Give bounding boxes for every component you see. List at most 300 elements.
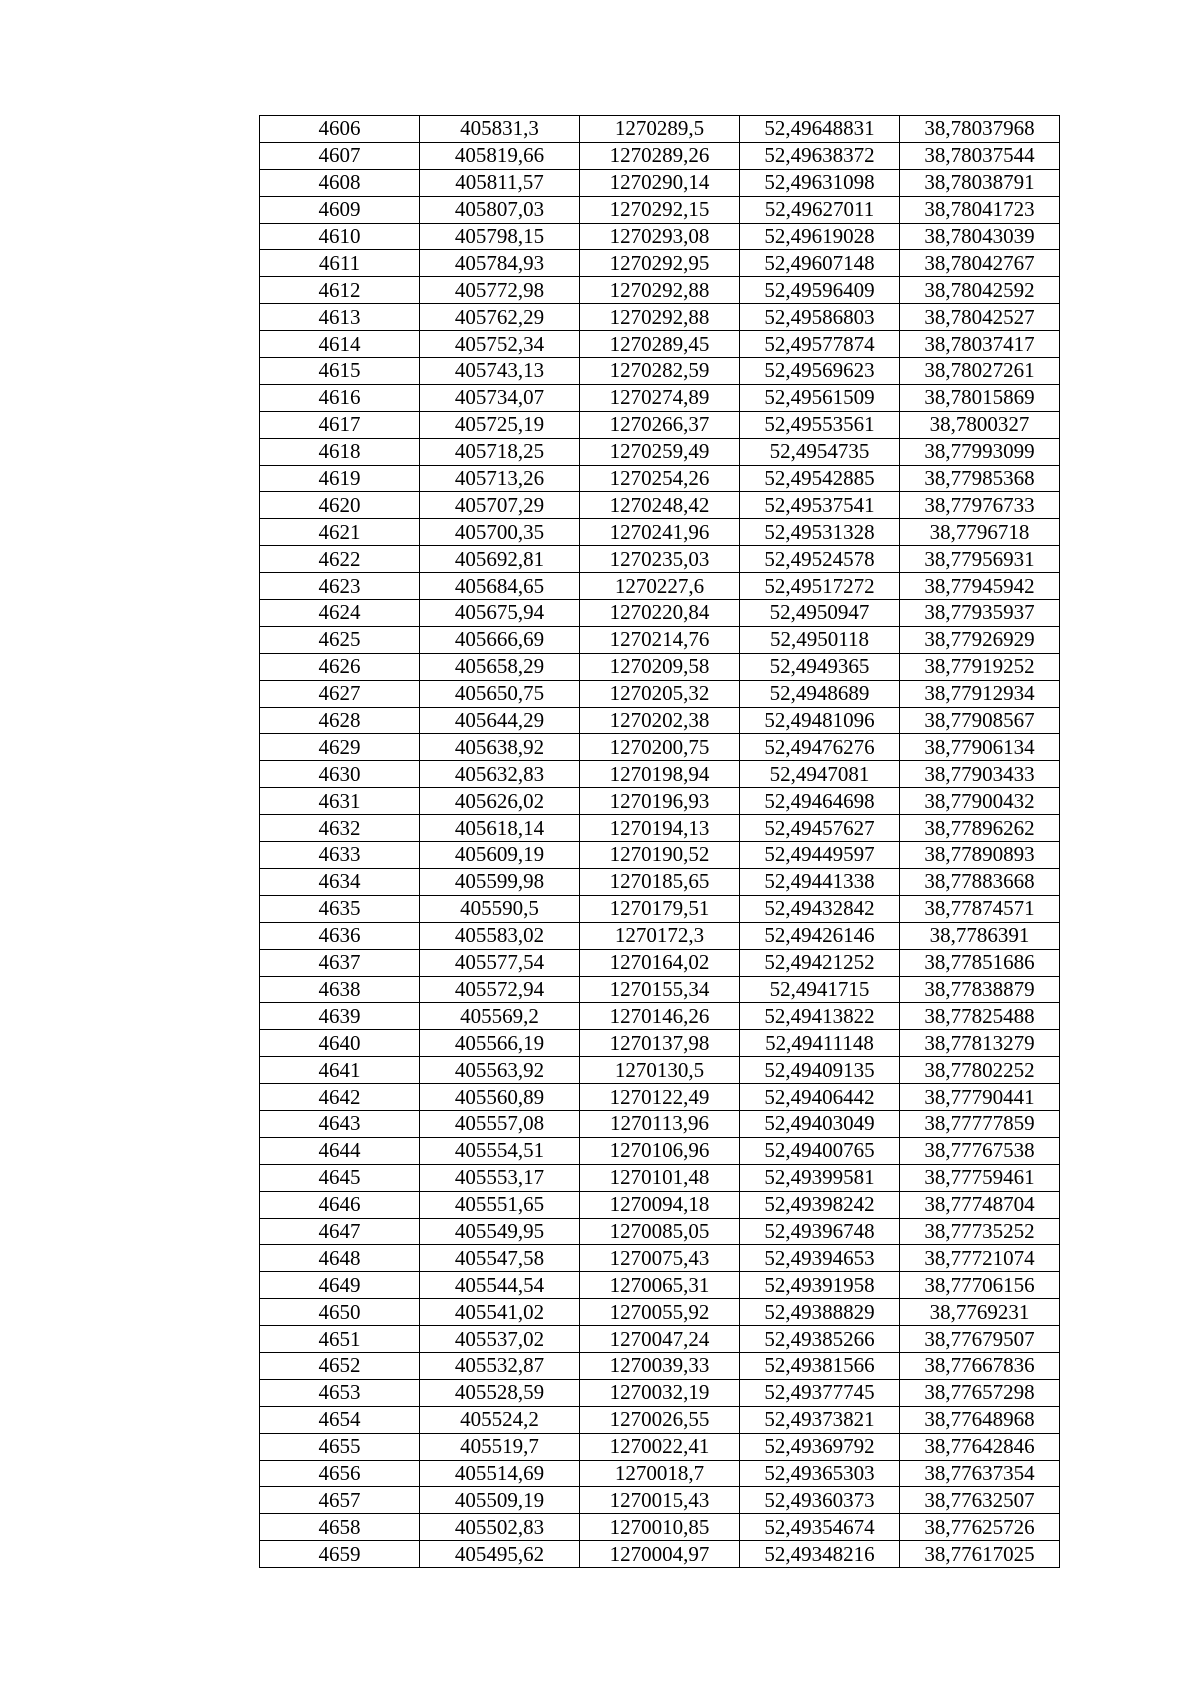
- y-coordinate-cell: 1270137,98: [580, 1030, 740, 1057]
- latitude-cell: 52,49348216: [740, 1541, 900, 1568]
- table-row: [260, 1352, 1060, 1379]
- table-row: [260, 1299, 1060, 1326]
- latitude-cell: 52,49398242: [740, 1191, 900, 1218]
- point-number-cell: 4619: [260, 465, 420, 492]
- latitude-cell: 52,49553561: [740, 411, 900, 438]
- y-coordinate-cell: 1270282,59: [580, 358, 740, 385]
- table-row: [260, 1137, 1060, 1164]
- latitude-cell: 52,49354674: [740, 1514, 900, 1541]
- x-coordinate-cell: 405632,83: [420, 761, 580, 788]
- longitude-cell: 38,77985368: [900, 465, 1060, 492]
- x-coordinate-cell: 405583,02: [420, 922, 580, 949]
- point-number-cell: 4658: [260, 1514, 420, 1541]
- latitude-cell: 52,49517272: [740, 573, 900, 600]
- longitude-cell: 38,7786391: [900, 922, 1060, 949]
- point-number-cell: 4625: [260, 626, 420, 653]
- latitude-cell: 52,49531328: [740, 519, 900, 546]
- latitude-cell: 52,49369792: [740, 1433, 900, 1460]
- longitude-cell: 38,78037417: [900, 331, 1060, 358]
- x-coordinate-cell: 405618,14: [420, 815, 580, 842]
- y-coordinate-cell: 1270235,03: [580, 546, 740, 573]
- x-coordinate-cell: 405798,15: [420, 223, 580, 250]
- longitude-cell: 38,77896262: [900, 815, 1060, 842]
- latitude-cell: 52,4950118: [740, 626, 900, 653]
- table-row: [260, 1487, 1060, 1514]
- table-row: [260, 1460, 1060, 1487]
- longitude-cell: 38,77919252: [900, 653, 1060, 680]
- y-coordinate-cell: 1270010,85: [580, 1514, 740, 1541]
- y-coordinate-cell: 1270289,45: [580, 331, 740, 358]
- point-number-cell: 4623: [260, 573, 420, 600]
- table-row: [260, 277, 1060, 304]
- latitude-cell: 52,49464698: [740, 788, 900, 815]
- x-coordinate-cell: 405563,92: [420, 1057, 580, 1084]
- longitude-cell: 38,77721074: [900, 1245, 1060, 1272]
- table-row: [260, 976, 1060, 1003]
- table-row: [260, 196, 1060, 223]
- point-number-cell: 4651: [260, 1326, 420, 1353]
- x-coordinate-cell: 405684,65: [420, 573, 580, 600]
- table-row: [260, 1245, 1060, 1272]
- longitude-cell: 38,78037544: [900, 142, 1060, 169]
- x-coordinate-cell: 405700,35: [420, 519, 580, 546]
- x-coordinate-cell: 405626,02: [420, 788, 580, 815]
- latitude-cell: 52,4941715: [740, 976, 900, 1003]
- table-row: [260, 331, 1060, 358]
- coordinates-table-body: [260, 116, 1060, 1568]
- x-coordinate-cell: 405609,19: [420, 842, 580, 869]
- point-number-cell: 4621: [260, 519, 420, 546]
- x-coordinate-cell: 405544,54: [420, 1272, 580, 1299]
- y-coordinate-cell: 1270146,26: [580, 1003, 740, 1030]
- point-number-cell: 4644: [260, 1137, 420, 1164]
- point-number-cell: 4622: [260, 546, 420, 573]
- table-row: [260, 1164, 1060, 1191]
- x-coordinate-cell: 405666,69: [420, 626, 580, 653]
- latitude-cell: 52,49638372: [740, 142, 900, 169]
- x-coordinate-cell: 405547,58: [420, 1245, 580, 1272]
- x-coordinate-cell: 405502,83: [420, 1514, 580, 1541]
- table-row: [260, 788, 1060, 815]
- longitude-cell: 38,77657298: [900, 1379, 1060, 1406]
- table-row: [260, 842, 1060, 869]
- x-coordinate-cell: 405831,3: [420, 116, 580, 143]
- latitude-cell: 52,49396748: [740, 1218, 900, 1245]
- point-number-cell: 4654: [260, 1406, 420, 1433]
- table-row: [260, 384, 1060, 411]
- point-number-cell: 4634: [260, 868, 420, 895]
- longitude-cell: 38,7796718: [900, 519, 1060, 546]
- y-coordinate-cell: 1270209,58: [580, 653, 740, 680]
- longitude-cell: 38,77625726: [900, 1514, 1060, 1541]
- table-row: [260, 519, 1060, 546]
- point-number-cell: 4618: [260, 438, 420, 465]
- longitude-cell: 38,77648968: [900, 1406, 1060, 1433]
- point-number-cell: 4639: [260, 1003, 420, 1030]
- x-coordinate-cell: 405718,25: [420, 438, 580, 465]
- longitude-cell: 38,78041723: [900, 196, 1060, 223]
- latitude-cell: 52,4949365: [740, 653, 900, 680]
- x-coordinate-cell: 405524,2: [420, 1406, 580, 1433]
- table-row: [260, 223, 1060, 250]
- latitude-cell: 52,49403049: [740, 1110, 900, 1137]
- y-coordinate-cell: 1270101,48: [580, 1164, 740, 1191]
- longitude-cell: 38,77956931: [900, 546, 1060, 573]
- x-coordinate-cell: 405599,98: [420, 868, 580, 895]
- point-number-cell: 4652: [260, 1352, 420, 1379]
- x-coordinate-cell: 405811,57: [420, 169, 580, 196]
- point-number-cell: 4606: [260, 116, 420, 143]
- point-number-cell: 4614: [260, 331, 420, 358]
- table-row: [260, 1003, 1060, 1030]
- point-number-cell: 4616: [260, 384, 420, 411]
- y-coordinate-cell: 1270274,89: [580, 384, 740, 411]
- table-row: [260, 546, 1060, 573]
- latitude-cell: 52,49413822: [740, 1003, 900, 1030]
- x-coordinate-cell: 405532,87: [420, 1352, 580, 1379]
- point-number-cell: 4628: [260, 707, 420, 734]
- longitude-cell: 38,77802252: [900, 1057, 1060, 1084]
- point-number-cell: 4626: [260, 653, 420, 680]
- x-coordinate-cell: 405514,69: [420, 1460, 580, 1487]
- x-coordinate-cell: 405692,81: [420, 546, 580, 573]
- table-row: [260, 1379, 1060, 1406]
- x-coordinate-cell: 405590,5: [420, 895, 580, 922]
- longitude-cell: 38,77912934: [900, 680, 1060, 707]
- coordinates-table: [259, 115, 1060, 1568]
- x-coordinate-cell: 405541,02: [420, 1299, 580, 1326]
- latitude-cell: 52,49381566: [740, 1352, 900, 1379]
- x-coordinate-cell: 405819,66: [420, 142, 580, 169]
- table-row: [260, 1272, 1060, 1299]
- y-coordinate-cell: 1270292,88: [580, 277, 740, 304]
- y-coordinate-cell: 1270227,6: [580, 573, 740, 600]
- y-coordinate-cell: 1270190,52: [580, 842, 740, 869]
- point-number-cell: 4642: [260, 1084, 420, 1111]
- point-number-cell: 4646: [260, 1191, 420, 1218]
- latitude-cell: 52,49385266: [740, 1326, 900, 1353]
- x-coordinate-cell: 405528,59: [420, 1379, 580, 1406]
- latitude-cell: 52,49561509: [740, 384, 900, 411]
- longitude-cell: 38,77637354: [900, 1460, 1060, 1487]
- x-coordinate-cell: 405807,03: [420, 196, 580, 223]
- y-coordinate-cell: 1270065,31: [580, 1272, 740, 1299]
- y-coordinate-cell: 1270293,08: [580, 223, 740, 250]
- longitude-cell: 38,78038791: [900, 169, 1060, 196]
- y-coordinate-cell: 1270292,15: [580, 196, 740, 223]
- longitude-cell: 38,77813279: [900, 1030, 1060, 1057]
- table-row: [260, 734, 1060, 761]
- y-coordinate-cell: 1270179,51: [580, 895, 740, 922]
- x-coordinate-cell: 405762,29: [420, 304, 580, 331]
- y-coordinate-cell: 1270055,92: [580, 1299, 740, 1326]
- table-row: [260, 895, 1060, 922]
- x-coordinate-cell: 405537,02: [420, 1326, 580, 1353]
- point-number-cell: 4653: [260, 1379, 420, 1406]
- point-number-cell: 4638: [260, 976, 420, 1003]
- table-row: [260, 1110, 1060, 1137]
- y-coordinate-cell: 1270200,75: [580, 734, 740, 761]
- x-coordinate-cell: 405560,89: [420, 1084, 580, 1111]
- longitude-cell: 38,77993099: [900, 438, 1060, 465]
- y-coordinate-cell: 1270172,3: [580, 922, 740, 949]
- x-coordinate-cell: 405713,26: [420, 465, 580, 492]
- point-number-cell: 4649: [260, 1272, 420, 1299]
- table-row: [260, 492, 1060, 519]
- longitude-cell: 38,77759461: [900, 1164, 1060, 1191]
- latitude-cell: 52,49394653: [740, 1245, 900, 1272]
- point-number-cell: 4611: [260, 250, 420, 277]
- longitude-cell: 38,7769231: [900, 1299, 1060, 1326]
- longitude-cell: 38,77903433: [900, 761, 1060, 788]
- longitude-cell: 38,77706156: [900, 1272, 1060, 1299]
- point-number-cell: 4610: [260, 223, 420, 250]
- latitude-cell: 52,49399581: [740, 1164, 900, 1191]
- longitude-cell: 38,77945942: [900, 573, 1060, 600]
- longitude-cell: 38,78042592: [900, 277, 1060, 304]
- x-coordinate-cell: 405572,94: [420, 976, 580, 1003]
- latitude-cell: 52,49406442: [740, 1084, 900, 1111]
- x-coordinate-cell: 405509,19: [420, 1487, 580, 1514]
- x-coordinate-cell: 405554,51: [420, 1137, 580, 1164]
- point-number-cell: 4613: [260, 304, 420, 331]
- point-number-cell: 4655: [260, 1433, 420, 1460]
- y-coordinate-cell: 1270196,93: [580, 788, 740, 815]
- y-coordinate-cell: 1270220,84: [580, 600, 740, 627]
- latitude-cell: 52,49577874: [740, 331, 900, 358]
- latitude-cell: 52,49569623: [740, 358, 900, 385]
- longitude-cell: 38,77825488: [900, 1003, 1060, 1030]
- x-coordinate-cell: 405549,95: [420, 1218, 580, 1245]
- latitude-cell: 52,49373821: [740, 1406, 900, 1433]
- point-number-cell: 4657: [260, 1487, 420, 1514]
- x-coordinate-cell: 405557,08: [420, 1110, 580, 1137]
- longitude-cell: 38,77735252: [900, 1218, 1060, 1245]
- point-number-cell: 4612: [260, 277, 420, 304]
- point-number-cell: 4629: [260, 734, 420, 761]
- latitude-cell: 52,49426146: [740, 922, 900, 949]
- table-row: [260, 304, 1060, 331]
- y-coordinate-cell: 1270039,33: [580, 1352, 740, 1379]
- longitude-cell: 38,77883668: [900, 868, 1060, 895]
- y-coordinate-cell: 1270185,65: [580, 868, 740, 895]
- point-number-cell: 4630: [260, 761, 420, 788]
- longitude-cell: 38,77838879: [900, 976, 1060, 1003]
- table-row: [260, 626, 1060, 653]
- point-number-cell: 4609: [260, 196, 420, 223]
- table-row: [260, 1433, 1060, 1460]
- y-coordinate-cell: 1270198,94: [580, 761, 740, 788]
- point-number-cell: 4650: [260, 1299, 420, 1326]
- table-row: [260, 1084, 1060, 1111]
- table-row: [260, 169, 1060, 196]
- latitude-cell: 52,49627011: [740, 196, 900, 223]
- latitude-cell: 52,49400765: [740, 1137, 900, 1164]
- table-row: [260, 142, 1060, 169]
- latitude-cell: 52,49596409: [740, 277, 900, 304]
- point-number-cell: 4640: [260, 1030, 420, 1057]
- longitude-cell: 38,77900432: [900, 788, 1060, 815]
- point-number-cell: 4627: [260, 680, 420, 707]
- y-coordinate-cell: 1270205,32: [580, 680, 740, 707]
- longitude-cell: 38,77748704: [900, 1191, 1060, 1218]
- y-coordinate-cell: 1270047,24: [580, 1326, 740, 1353]
- longitude-cell: 38,77679507: [900, 1326, 1060, 1353]
- y-coordinate-cell: 1270106,96: [580, 1137, 740, 1164]
- point-number-cell: 4617: [260, 411, 420, 438]
- table-row: [260, 250, 1060, 277]
- y-coordinate-cell: 1270202,38: [580, 707, 740, 734]
- point-number-cell: 4659: [260, 1541, 420, 1568]
- latitude-cell: 52,49360373: [740, 1487, 900, 1514]
- x-coordinate-cell: 405784,93: [420, 250, 580, 277]
- longitude-cell: 38,77874571: [900, 895, 1060, 922]
- y-coordinate-cell: 1270289,26: [580, 142, 740, 169]
- y-coordinate-cell: 1270214,76: [580, 626, 740, 653]
- point-number-cell: 4656: [260, 1460, 420, 1487]
- table-row: [260, 1406, 1060, 1433]
- longitude-cell: 38,77642846: [900, 1433, 1060, 1460]
- x-coordinate-cell: 405658,29: [420, 653, 580, 680]
- y-coordinate-cell: 1270122,49: [580, 1084, 740, 1111]
- x-coordinate-cell: 405752,34: [420, 331, 580, 358]
- latitude-cell: 52,49542885: [740, 465, 900, 492]
- table-row: [260, 868, 1060, 895]
- y-coordinate-cell: 1270164,02: [580, 949, 740, 976]
- point-number-cell: 4607: [260, 142, 420, 169]
- point-number-cell: 4608: [260, 169, 420, 196]
- latitude-cell: 52,49619028: [740, 223, 900, 250]
- x-coordinate-cell: 405644,29: [420, 707, 580, 734]
- x-coordinate-cell: 405707,29: [420, 492, 580, 519]
- latitude-cell: 52,49537541: [740, 492, 900, 519]
- table-row: [260, 116, 1060, 143]
- latitude-cell: 52,49377745: [740, 1379, 900, 1406]
- y-coordinate-cell: 1270026,55: [580, 1406, 740, 1433]
- latitude-cell: 52,49411148: [740, 1030, 900, 1057]
- point-number-cell: 4631: [260, 788, 420, 815]
- longitude-cell: 38,77667836: [900, 1352, 1060, 1379]
- point-number-cell: 4624: [260, 600, 420, 627]
- latitude-cell: 52,4950947: [740, 600, 900, 627]
- latitude-cell: 52,49421252: [740, 949, 900, 976]
- x-coordinate-cell: 405675,94: [420, 600, 580, 627]
- y-coordinate-cell: 1270085,05: [580, 1218, 740, 1245]
- latitude-cell: 52,49388829: [740, 1299, 900, 1326]
- longitude-cell: 38,77777859: [900, 1110, 1060, 1137]
- table-row: [260, 1191, 1060, 1218]
- x-coordinate-cell: 405725,19: [420, 411, 580, 438]
- table-row: [260, 1541, 1060, 1568]
- point-number-cell: 4620: [260, 492, 420, 519]
- longitude-cell: 38,78043039: [900, 223, 1060, 250]
- latitude-cell: 52,49432842: [740, 895, 900, 922]
- y-coordinate-cell: 1270032,19: [580, 1379, 740, 1406]
- latitude-cell: 52,49631098: [740, 169, 900, 196]
- x-coordinate-cell: 405638,92: [420, 734, 580, 761]
- x-coordinate-cell: 405650,75: [420, 680, 580, 707]
- y-coordinate-cell: 1270015,43: [580, 1487, 740, 1514]
- y-coordinate-cell: 1270290,14: [580, 169, 740, 196]
- longitude-cell: 38,77890893: [900, 842, 1060, 869]
- latitude-cell: 52,49449597: [740, 842, 900, 869]
- point-number-cell: 4632: [260, 815, 420, 842]
- y-coordinate-cell: 1270259,49: [580, 438, 740, 465]
- longitude-cell: 38,78027261: [900, 358, 1060, 385]
- x-coordinate-cell: 405569,2: [420, 1003, 580, 1030]
- table-row: [260, 438, 1060, 465]
- table-row: [260, 358, 1060, 385]
- table-row: [260, 707, 1060, 734]
- longitude-cell: 38,78037968: [900, 116, 1060, 143]
- y-coordinate-cell: 1270094,18: [580, 1191, 740, 1218]
- y-coordinate-cell: 1270248,42: [580, 492, 740, 519]
- table-row: [260, 922, 1060, 949]
- latitude-cell: 52,49586803: [740, 304, 900, 331]
- table-row: [260, 653, 1060, 680]
- latitude-cell: 52,49457627: [740, 815, 900, 842]
- y-coordinate-cell: 1270018,7: [580, 1460, 740, 1487]
- y-coordinate-cell: 1270292,95: [580, 250, 740, 277]
- longitude-cell: 38,77935937: [900, 600, 1060, 627]
- table-row: [260, 1326, 1060, 1353]
- y-coordinate-cell: 1270241,96: [580, 519, 740, 546]
- longitude-cell: 38,77906134: [900, 734, 1060, 761]
- x-coordinate-cell: 405734,07: [420, 384, 580, 411]
- latitude-cell: 52,49524578: [740, 546, 900, 573]
- x-coordinate-cell: 405553,17: [420, 1164, 580, 1191]
- table-row: [260, 949, 1060, 976]
- y-coordinate-cell: 1270155,34: [580, 976, 740, 1003]
- x-coordinate-cell: 405743,13: [420, 358, 580, 385]
- longitude-cell: 38,77790441: [900, 1084, 1060, 1111]
- latitude-cell: 52,49391958: [740, 1272, 900, 1299]
- table-row: [260, 600, 1060, 627]
- table-row: [260, 761, 1060, 788]
- longitude-cell: 38,77908567: [900, 707, 1060, 734]
- table-row: [260, 1030, 1060, 1057]
- point-number-cell: 4615: [260, 358, 420, 385]
- point-number-cell: 4647: [260, 1218, 420, 1245]
- longitude-cell: 38,77632507: [900, 1487, 1060, 1514]
- x-coordinate-cell: 405772,98: [420, 277, 580, 304]
- table-row: [260, 815, 1060, 842]
- x-coordinate-cell: 405566,19: [420, 1030, 580, 1057]
- latitude-cell: 52,4948689: [740, 680, 900, 707]
- y-coordinate-cell: 1270289,5: [580, 116, 740, 143]
- point-number-cell: 4635: [260, 895, 420, 922]
- point-number-cell: 4636: [260, 922, 420, 949]
- latitude-cell: 52,4947081: [740, 761, 900, 788]
- point-number-cell: 4637: [260, 949, 420, 976]
- point-number-cell: 4633: [260, 842, 420, 869]
- y-coordinate-cell: 1270194,13: [580, 815, 740, 842]
- latitude-cell: 52,49648831: [740, 116, 900, 143]
- table-row: [260, 411, 1060, 438]
- longitude-cell: 38,77926929: [900, 626, 1060, 653]
- latitude-cell: 52,49607148: [740, 250, 900, 277]
- table-row: [260, 1514, 1060, 1541]
- table-row: [260, 1057, 1060, 1084]
- x-coordinate-cell: 405577,54: [420, 949, 580, 976]
- longitude-cell: 38,78042527: [900, 304, 1060, 331]
- y-coordinate-cell: 1270130,5: [580, 1057, 740, 1084]
- table-row: [260, 680, 1060, 707]
- latitude-cell: 52,49481096: [740, 707, 900, 734]
- point-number-cell: 4645: [260, 1164, 420, 1191]
- longitude-cell: 38,78015869: [900, 384, 1060, 411]
- longitude-cell: 38,77976733: [900, 492, 1060, 519]
